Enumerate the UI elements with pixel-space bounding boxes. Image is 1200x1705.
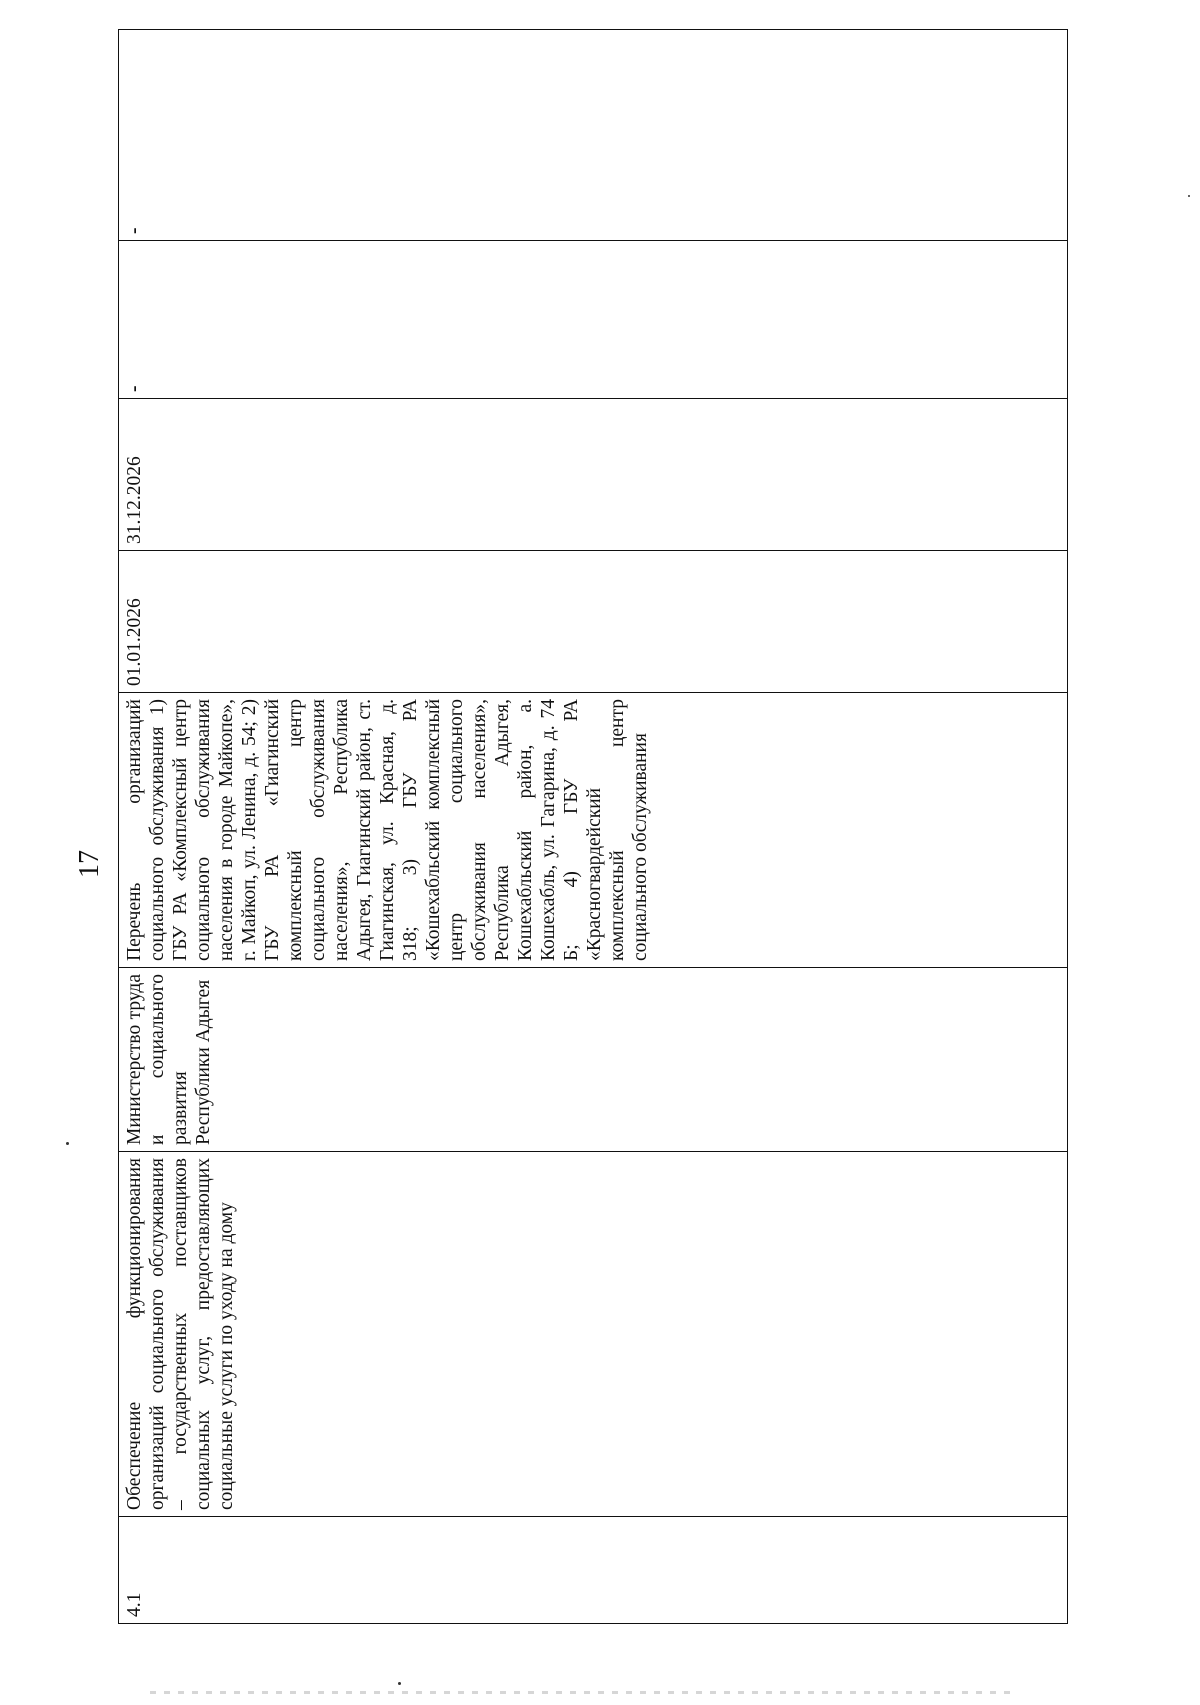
cell-activity-title: Обеспечение функционирования организаций социального обслуживания – государственных поставщиков социальных услуг, предоставляющих социальные услуги по уходу на дому xyxy=(119,1152,1068,1517)
cell-responsible: Министерство труда и социального развития Республики Адыгея xyxy=(119,968,1068,1152)
scan-speck xyxy=(1188,195,1190,197)
cell-start-date: 01.01.2026 xyxy=(119,551,1068,693)
cell-end-date: 31.12.2026 xyxy=(119,399,1068,551)
cell-result-list: Перечень организаций социального обслуживания 1) ГБУ РА «Комплексный центр социального обслуживания населения в городе Майкопе», г. Майкоп, ул. Ленина, д. 54; 2) ГБУ РА «Гиагинский комплексный центр социального обслуживания населения», Республика Адыгея, Гиагинский район, ст. Гиагинская, ул. Красная, д. 318; 3) ГБУ РА «Кошехабльский комплексный центр социального обслуживания населения», Республика Адыгея, Кошехабльский район, а. Кошехабль, ул. Гагарина, д. 74 Б; 4) ГБУ РА «Красногвардейский комплексный центр социального обслуживания xyxy=(119,693,1068,968)
page-number: 17 xyxy=(74,850,105,878)
document-table-sheet xyxy=(118,30,1068,1624)
scan-artifact-line xyxy=(150,1691,1010,1694)
scan-speck xyxy=(66,1142,69,1145)
activities-table xyxy=(118,29,1068,1624)
table-row xyxy=(119,30,1068,1624)
cell-col7: - xyxy=(119,241,1068,399)
cell-col8: - xyxy=(119,30,1068,241)
scan-speck xyxy=(398,1682,401,1685)
cell-number: 4.1 xyxy=(119,1517,1068,1624)
